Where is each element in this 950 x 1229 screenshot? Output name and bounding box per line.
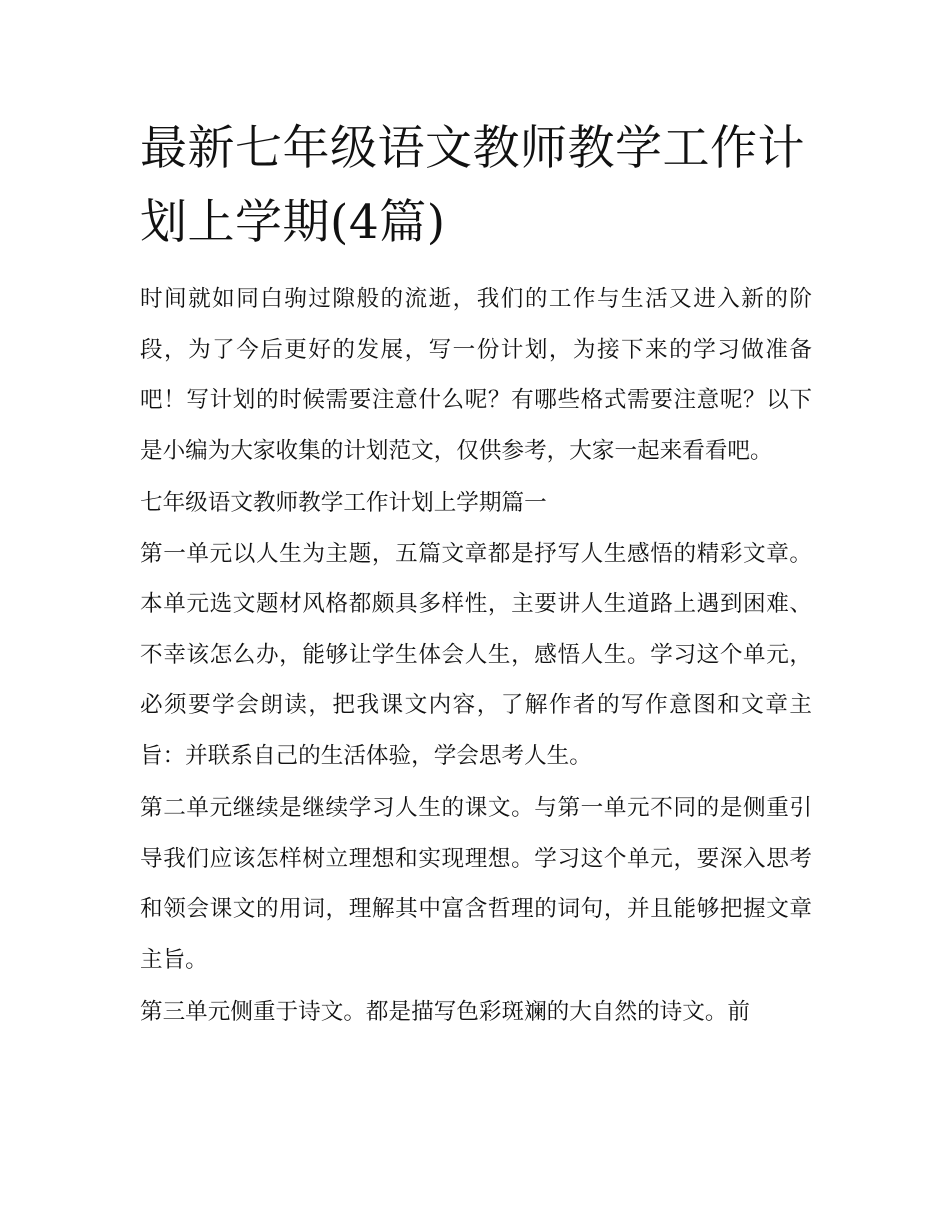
document-title: 最新七年级语文教师教学工作计划上学期(4篇) — [140, 121, 805, 250]
unit-three-paragraph: 第三单元侧重于诗文。都是描写色彩斑斓的大自然的诗文。前 — [140, 999, 751, 1025]
intro-paragraph: 时间就如同白驹过隙般的流逝，我们的工作与生活又进入新的阶段，为了今后更好的发展，写一份计划，为接下来的学习做准备吧！写计划的时候需要注意什么呢？有哪些格式需要注意呢？以下是小编为大家收集的计划范文，仅供参考，大家一起来看看吧。 — [140, 286, 812, 464]
document-page — [140, 112, 812, 1040]
section-heading: 七年级语文教师教学工作计划上学期篇一 — [140, 490, 547, 516]
unit-two-paragraph: 第二单元继续是继续学习人生的课文。与第一单元不同的是侧重引导我们应该怎样树立理想和实现理想。学习这个单元，要深入思考和领会课文的用词，理解其中富含哲理的词句，并且能够把握文章主旨。 — [140, 795, 812, 973]
unit-one-paragraph: 第一单元以人生为主题，五篇文章都是抒写人生感悟的精彩文章。本单元选文题材风格都颇具多样性，主要讲人生道路上遇到困难、不幸该怎么办，能够让学生体会人生，感悟人生。学习这个单元，必须要学会朗读，把我课文内容，了解作者的写作意图和文章主旨：并联系自己的生活体验，学会思考人生。 — [140, 540, 812, 769]
